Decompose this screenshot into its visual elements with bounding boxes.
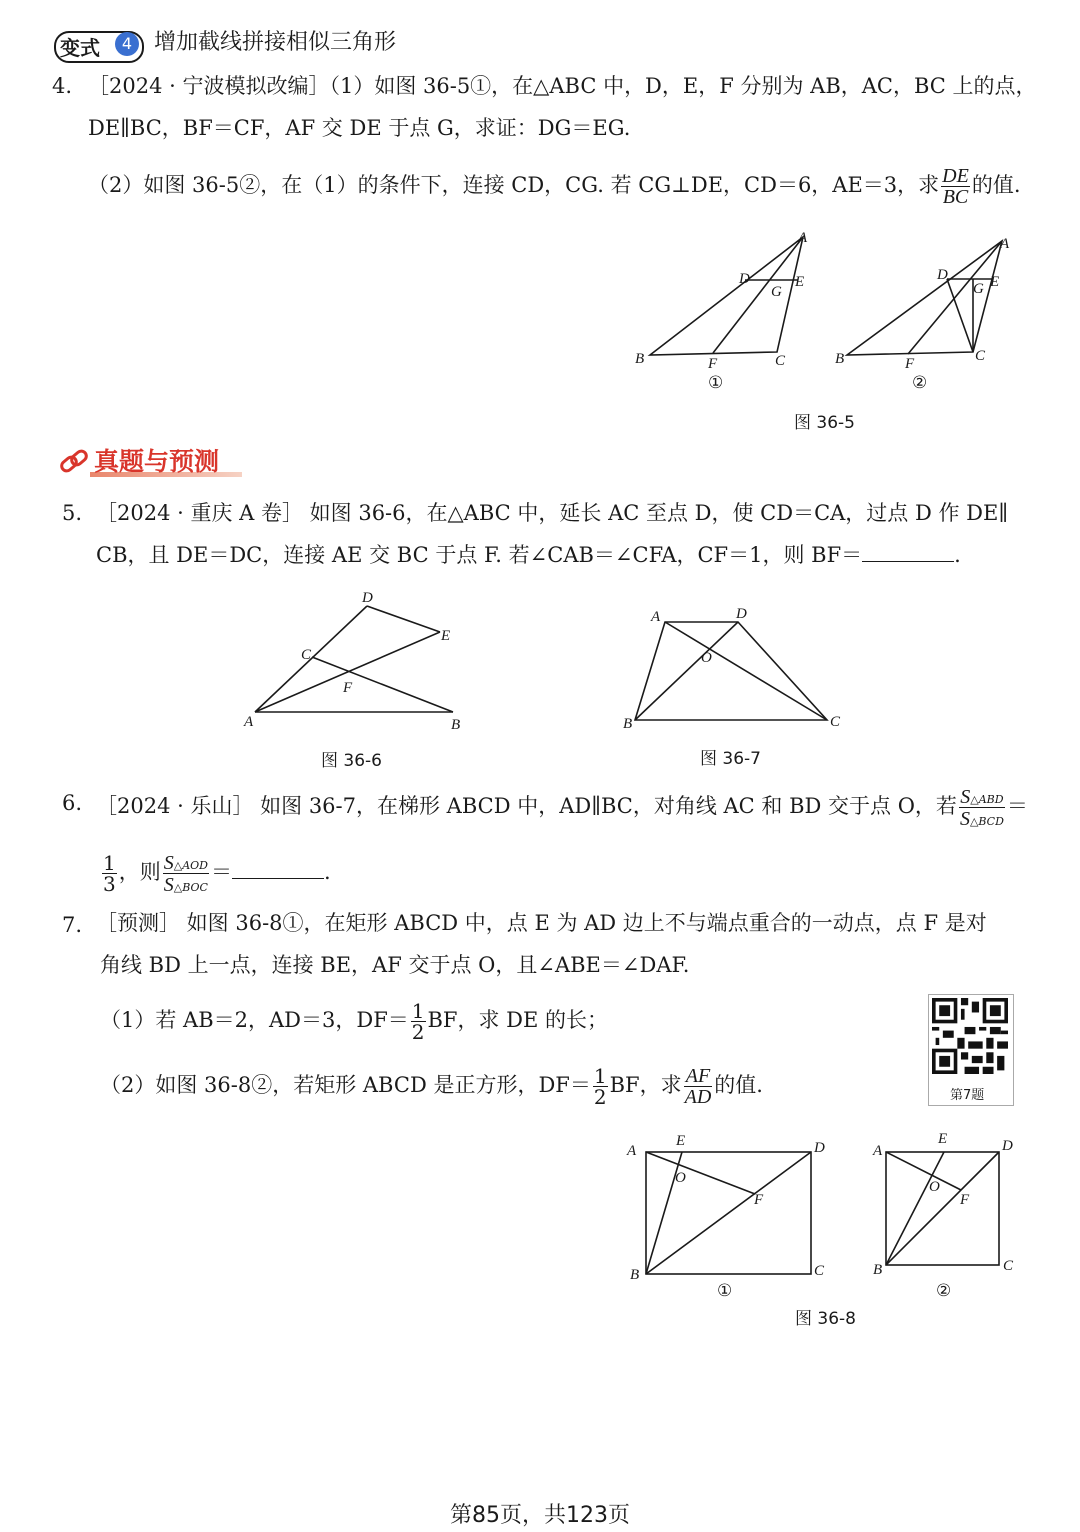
svg-text:B: B bbox=[635, 351, 645, 367]
frac-num: AF bbox=[684, 1066, 713, 1087]
p7-q2-text: （2）如图 36-8②，若矩形 ABCD 是正方形，DF＝ bbox=[100, 1073, 591, 1097]
p7-q2-ratio bbox=[684, 1066, 713, 1107]
figure-36-7 bbox=[615, 600, 855, 735]
area-subscript: △BCD bbox=[969, 815, 1004, 828]
fig-36-8-2 bbox=[872, 1131, 1014, 1278]
svg-text:E: E bbox=[441, 628, 451, 644]
p6-then: ，则 bbox=[118, 860, 161, 884]
p4-frac-num: DE bbox=[942, 165, 969, 187]
p4-line2: DE∥BC，BF＝CF，AF 交 DE 于点 G，求证：DG＝EG. bbox=[88, 116, 631, 140]
fig-36-6-caption: 图 36-6 bbox=[321, 751, 382, 771]
area-subscript: △ABD bbox=[970, 793, 1004, 806]
svg-text:A: A bbox=[873, 1143, 883, 1159]
qr-label: 第7题 bbox=[950, 1088, 985, 1103]
p6-query-den bbox=[163, 874, 209, 895]
svg-text:E: E bbox=[676, 1133, 686, 1149]
fig-36-5-1 bbox=[635, 230, 808, 372]
p6-ratio-den bbox=[959, 808, 1005, 829]
p5-line1: ［2024 · 重庆 A 卷］ 如图 36-6，在△ABC 中，延长 AC 至点 D，使 CD＝CA，过点 D 作 DE∥ bbox=[96, 501, 1009, 525]
frac-den: AD bbox=[684, 1086, 712, 1108]
p4-line3-end: 的值. bbox=[971, 173, 1021, 197]
p7-q1-end: BF，求 DE 的长； bbox=[427, 1008, 609, 1032]
svg-text:A: A bbox=[651, 609, 661, 625]
svg-text:C: C bbox=[775, 353, 786, 369]
svg-text:G: G bbox=[973, 281, 984, 297]
svg-text:F: F bbox=[708, 356, 718, 372]
svg-text:B: B bbox=[623, 716, 633, 732]
frac-den: 2 bbox=[593, 1085, 607, 1109]
p4-line1: ［2024 · 宁波模拟改编］（1）如图 36-5①，在△ABC 中，D，E，F 分别为 AB，AC，BC 上的点， bbox=[88, 74, 1037, 98]
p7-line2: 角线 BD 上一点，连接 BE，AF 交于点 O，且∠ABE＝∠DAF. bbox=[100, 953, 690, 977]
p6-number: 6. bbox=[62, 791, 83, 815]
figure-36-8 bbox=[620, 1128, 1030, 1288]
figure-36-5 bbox=[620, 225, 1040, 405]
svg-text:O: O bbox=[929, 1179, 940, 1195]
fig-36-5-2 bbox=[835, 236, 1010, 372]
link-icon bbox=[58, 447, 92, 477]
variant-badge-number: 4 bbox=[115, 32, 139, 56]
variant-badge-label: 变式 bbox=[60, 36, 100, 60]
p5-line2-text: CB，且 DE＝DC，连接 AE 交 BC 于点 F. 若∠CAB＝∠CFA，CF＝1，则 BF＝ bbox=[96, 543, 863, 567]
area-subscript: △BOC bbox=[173, 881, 208, 894]
p5-line2-end: . bbox=[954, 543, 961, 567]
svg-text:O: O bbox=[701, 650, 712, 666]
fig-36-8-caption: 图 36-8 bbox=[795, 1309, 856, 1329]
p4-number: 4. bbox=[52, 74, 73, 98]
svg-text:D: D bbox=[1002, 1138, 1013, 1154]
p6-equals: ＝ bbox=[1006, 794, 1028, 818]
svg-text:A: A bbox=[627, 1143, 637, 1159]
svg-text:D: D bbox=[362, 590, 373, 606]
area-symbol: S bbox=[163, 852, 174, 874]
p6-ratio-area bbox=[959, 786, 1005, 829]
frac-den: 2 bbox=[411, 1020, 425, 1044]
p4-line3-text: （2）如图 36-5②，在（1）的条件下，连接 CD，CG. 若 CG⊥DE，CD＝6，AE＝3，求 bbox=[88, 173, 940, 197]
svg-text:G: G bbox=[771, 284, 782, 300]
p7-q2 bbox=[100, 1066, 763, 1107]
svg-text:D: D bbox=[739, 271, 750, 287]
svg-text:F: F bbox=[960, 1192, 970, 1208]
area-symbol: S bbox=[959, 808, 970, 830]
p7-q1-half bbox=[411, 1001, 426, 1042]
svg-text:C: C bbox=[975, 348, 986, 364]
p7-q2-end: 的值. bbox=[714, 1073, 763, 1097]
fig-36-8-sub2: ② bbox=[936, 1281, 952, 1301]
svg-text:E: E bbox=[938, 1131, 948, 1147]
svg-text:B: B bbox=[451, 717, 461, 733]
svg-text:B: B bbox=[630, 1267, 640, 1283]
p6-equals2: ＝ bbox=[210, 860, 232, 884]
svg-text:F: F bbox=[754, 1192, 764, 1208]
p6-line1 bbox=[96, 786, 1028, 829]
fig-36-5-sub1: ① bbox=[708, 373, 724, 393]
fig-36-7-caption: 图 36-7 bbox=[700, 749, 761, 769]
fig-36-5-caption: 图 36-5 bbox=[794, 413, 855, 433]
fig-36-8-1 bbox=[626, 1133, 825, 1283]
p4-frac-den: BC bbox=[942, 186, 969, 208]
svg-text:B: B bbox=[873, 1262, 883, 1278]
svg-text:C: C bbox=[814, 1263, 825, 1279]
svg-text:D: D bbox=[937, 267, 948, 283]
figure-36-6 bbox=[235, 585, 475, 735]
section-title: 真题与预测 bbox=[94, 447, 220, 476]
p4-fraction bbox=[941, 166, 970, 207]
frac-num: 1 bbox=[103, 851, 116, 875]
frac-den: 3 bbox=[103, 872, 116, 896]
frac-num: 1 bbox=[593, 1064, 607, 1088]
p5-number: 5. bbox=[62, 501, 83, 525]
svg-text:O: O bbox=[675, 1170, 686, 1186]
page-footer: 第85页，共123页 bbox=[450, 1503, 630, 1528]
fig-36-5-sub2: ② bbox=[912, 373, 928, 393]
svg-text:D: D bbox=[814, 1140, 825, 1156]
p6-one-third bbox=[102, 853, 117, 894]
p6-line2 bbox=[100, 852, 331, 895]
p6-line1-text: ［2024 · 乐山］ 如图 36-7，在梯形 ABCD 中，AD∥BC，对角线 AC 和 BD 交于点 O，若 bbox=[96, 794, 957, 818]
answer-blank bbox=[232, 860, 324, 879]
svg-text:C: C bbox=[830, 714, 841, 730]
answer-blank bbox=[862, 543, 954, 562]
svg-text:F: F bbox=[343, 680, 353, 696]
svg-text:F: F bbox=[905, 356, 915, 372]
svg-text:B: B bbox=[835, 351, 845, 367]
svg-text:D: D bbox=[736, 606, 747, 622]
frac-num: 1 bbox=[411, 999, 425, 1023]
p7-q2-half bbox=[593, 1066, 608, 1107]
p4-line3 bbox=[88, 166, 1021, 207]
p7-q1-text: （1）若 AB＝2，AD＝3，DF＝ bbox=[100, 1008, 409, 1032]
area-subscript: △AOD bbox=[173, 859, 208, 872]
p7-q2-mid: BF，求 bbox=[609, 1073, 682, 1097]
area-symbol: S bbox=[960, 786, 971, 808]
svg-text:C: C bbox=[301, 647, 312, 663]
svg-text:C: C bbox=[1003, 1258, 1014, 1274]
p6-query-num bbox=[163, 852, 209, 874]
p6-ratio-num bbox=[959, 786, 1005, 808]
svg-text:A: A bbox=[798, 230, 808, 246]
svg-text:A: A bbox=[244, 714, 254, 730]
p6-ratio-query bbox=[163, 852, 209, 895]
qr-code-icon[interactable] bbox=[932, 998, 1008, 1074]
fig-36-8-sub1: ① bbox=[717, 1281, 733, 1301]
area-symbol: S bbox=[163, 874, 174, 896]
p5-line2 bbox=[96, 540, 961, 570]
svg-text:A: A bbox=[1000, 236, 1010, 252]
svg-text:E: E bbox=[795, 274, 805, 290]
variant-title: 增加截线拼接相似三角形 bbox=[154, 30, 397, 55]
p7-number: 7. bbox=[62, 913, 83, 937]
svg-text:E: E bbox=[990, 274, 1000, 290]
p7-line1: ［预测］ 如图 36-8①，在矩形 ABCD 中，点 E 为 AD 边上不与端点重合的一动点，点 F 是对 bbox=[96, 911, 987, 935]
p7-q1 bbox=[100, 1001, 608, 1042]
p6-end: . bbox=[323, 860, 331, 884]
